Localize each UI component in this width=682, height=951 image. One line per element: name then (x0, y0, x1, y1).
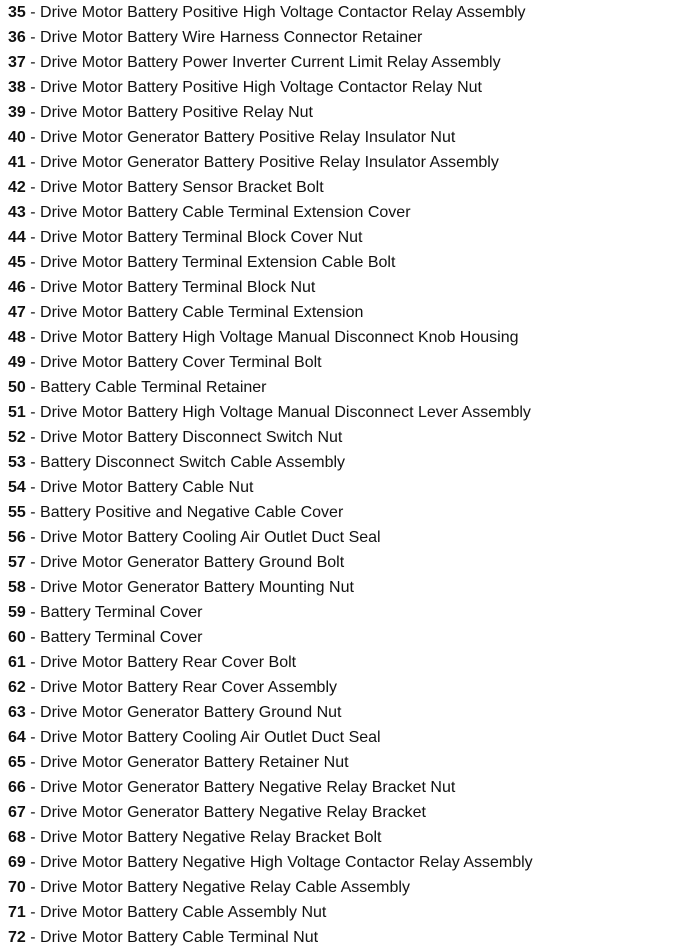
list-item (8, 900, 682, 925)
separator: - (25, 629, 41, 646)
part-number: 39 (8, 104, 26, 121)
part-description: Drive Motor Generator Battery Ground Bolt (40, 554, 345, 571)
part-description: Drive Motor Battery Power Inverter Current Limit Relay Assembly (40, 54, 501, 71)
part-number: 50 (8, 379, 26, 396)
part-description: Drive Motor Battery Terminal Extension Cable Bolt (40, 254, 396, 271)
list-item (8, 25, 682, 50)
list-item (8, 150, 682, 175)
part-number: 62 (8, 679, 26, 696)
list-item (8, 925, 682, 950)
part-number: 68 (8, 829, 26, 846)
part-number: 44 (8, 229, 26, 246)
list-item (8, 650, 682, 675)
separator: - (25, 779, 41, 796)
separator: - (25, 554, 41, 571)
part-description: Battery Positive and Negative Cable Cover (40, 504, 344, 521)
separator: - (25, 929, 41, 946)
part-number: 56 (8, 529, 26, 546)
separator: - (25, 454, 41, 471)
part-number: 43 (8, 204, 26, 221)
list-item (8, 100, 682, 125)
list-item (8, 375, 682, 400)
separator: - (25, 804, 41, 821)
part-description: Drive Motor Generator Battery Retainer Nut (40, 754, 349, 771)
list-item (8, 500, 682, 525)
list-item (8, 550, 682, 575)
separator: - (25, 79, 41, 96)
list-item (8, 575, 682, 600)
part-number: 51 (8, 404, 26, 421)
part-number: 59 (8, 604, 26, 621)
separator: - (25, 304, 41, 321)
separator: - (25, 29, 41, 46)
part-description: Drive Motor Generator Battery Positive Relay Insulator Nut (40, 129, 456, 146)
part-description: Drive Motor Battery Rear Cover Assembly (40, 679, 337, 696)
part-number: 67 (8, 804, 26, 821)
part-description: Drive Motor Battery Rear Cover Bolt (40, 654, 297, 671)
separator: - (25, 704, 41, 721)
list-item (8, 600, 682, 625)
part-description: Drive Motor Battery Negative Relay Cable Assembly (40, 879, 410, 896)
separator: - (25, 854, 41, 871)
separator: - (25, 204, 41, 221)
part-description: Drive Motor Battery Cooling Air Outlet Duct Seal (40, 529, 381, 546)
part-number: 64 (8, 729, 26, 746)
list-item (8, 275, 682, 300)
part-number: 58 (8, 579, 26, 596)
separator: - (25, 754, 41, 771)
part-number: 35 (8, 4, 26, 21)
list-item (8, 325, 682, 350)
separator: - (25, 329, 41, 346)
list-item (8, 875, 682, 900)
part-description: Drive Motor Battery Sensor Bracket Bolt (40, 179, 324, 196)
separator: - (25, 529, 41, 546)
part-number: 66 (8, 779, 26, 796)
separator: - (25, 404, 41, 421)
part-description: Drive Motor Battery Cooling Air Outlet Duct Seal (40, 729, 381, 746)
separator: - (25, 54, 41, 71)
part-description: Drive Motor Battery Cable Terminal Nut (40, 929, 319, 946)
list-item (8, 0, 682, 25)
list-item (8, 625, 682, 650)
separator: - (25, 829, 41, 846)
part-number: 61 (8, 654, 26, 671)
list-item (8, 350, 682, 375)
list-item (8, 675, 682, 700)
list-item (8, 475, 682, 500)
separator: - (25, 429, 41, 446)
part-description: Battery Cable Terminal Retainer (40, 379, 267, 396)
part-description: Battery Terminal Cover (40, 604, 203, 621)
list-item (8, 50, 682, 75)
separator: - (25, 654, 41, 671)
part-number: 52 (8, 429, 26, 446)
separator: - (25, 379, 41, 396)
separator: - (25, 579, 41, 596)
part-description: Battery Terminal Cover (40, 629, 203, 646)
part-description: Drive Motor Generator Battery Positive Relay Insulator Assembly (40, 154, 499, 171)
part-description: Drive Motor Battery High Voltage Manual Disconnect Knob Housing (40, 329, 519, 346)
part-description: Drive Motor Battery High Voltage Manual Disconnect Lever Assembly (40, 404, 531, 421)
part-description: Drive Motor Battery Cable Terminal Extension (40, 304, 364, 321)
list-item (8, 825, 682, 850)
separator: - (25, 904, 41, 921)
separator: - (25, 479, 41, 496)
separator: - (25, 729, 41, 746)
list-item (8, 300, 682, 325)
separator: - (25, 104, 41, 121)
part-description: Drive Motor Generator Battery Negative Relay Bracket Nut (40, 779, 456, 796)
part-number: 48 (8, 329, 26, 346)
part-number: 72 (8, 929, 26, 946)
separator: - (25, 179, 41, 196)
list-item (8, 450, 682, 475)
part-number: 70 (8, 879, 26, 896)
part-number: 42 (8, 179, 26, 196)
part-number: 55 (8, 504, 26, 521)
list-item (8, 400, 682, 425)
part-description: Drive Motor Battery Terminal Block Nut (40, 279, 316, 296)
part-description: Drive Motor Battery Wire Harness Connector Retainer (40, 29, 423, 46)
separator: - (25, 229, 41, 246)
separator: - (25, 154, 41, 171)
separator: - (25, 604, 41, 621)
separator: - (25, 129, 41, 146)
list-item (8, 775, 682, 800)
part-description: Drive Motor Battery Disconnect Switch Nut (40, 429, 343, 446)
list-item (8, 525, 682, 550)
part-description: Drive Motor Battery Positive High Voltage Contactor Relay Nut (40, 79, 482, 96)
separator: - (25, 254, 41, 271)
part-description: Drive Motor Battery Cable Nut (40, 479, 254, 496)
part-description: Drive Motor Generator Battery Mounting Nut (40, 579, 354, 596)
list-item (8, 125, 682, 150)
part-description: Drive Motor Battery Negative Relay Bracket Bolt (40, 829, 382, 846)
part-number: 45 (8, 254, 26, 271)
list-item (8, 175, 682, 200)
part-description: Drive Motor Battery Cable Terminal Extension Cover (40, 204, 411, 221)
part-number: 37 (8, 54, 26, 71)
list-item (8, 425, 682, 450)
list-item (8, 750, 682, 775)
separator: - (25, 879, 41, 896)
part-description: Drive Motor Battery Negative High Voltage Contactor Relay Assembly (40, 854, 533, 871)
separator: - (25, 354, 41, 371)
part-number: 40 (8, 129, 26, 146)
list-item (8, 725, 682, 750)
part-number: 57 (8, 554, 26, 571)
separator: - (25, 679, 41, 696)
part-number: 63 (8, 704, 26, 721)
part-number: 60 (8, 629, 26, 646)
separator: - (25, 4, 41, 21)
part-description: Drive Motor Battery Cable Assembly Nut (40, 904, 327, 921)
part-description: Drive Motor Battery Cover Terminal Bolt (40, 354, 322, 371)
part-description: Battery Disconnect Switch Cable Assembly (40, 454, 346, 471)
list-item (8, 850, 682, 875)
part-number: 69 (8, 854, 26, 871)
list-item (8, 75, 682, 100)
list-item (8, 225, 682, 250)
list-item (8, 250, 682, 275)
part-description: Drive Motor Generator Battery Negative Relay Bracket (40, 804, 426, 821)
part-number: 41 (8, 154, 26, 171)
part-number: 49 (8, 354, 26, 371)
part-description: Drive Motor Battery Positive Relay Nut (40, 104, 313, 121)
part-number: 36 (8, 29, 26, 46)
part-number: 54 (8, 479, 26, 496)
part-number: 46 (8, 279, 26, 296)
separator: - (25, 504, 41, 521)
list-item (8, 700, 682, 725)
part-number: 38 (8, 79, 26, 96)
part-number: 47 (8, 304, 26, 321)
part-number: 53 (8, 454, 26, 471)
part-description: Drive Motor Battery Terminal Block Cover Nut (40, 229, 363, 246)
part-number: 65 (8, 754, 26, 771)
part-description: Drive Motor Battery Positive High Voltage Contactor Relay Assembly (40, 4, 526, 21)
separator: - (25, 279, 41, 296)
part-number: 71 (8, 904, 26, 921)
list-item (8, 200, 682, 225)
part-description: Drive Motor Generator Battery Ground Nut (40, 704, 342, 721)
list-item (8, 800, 682, 825)
